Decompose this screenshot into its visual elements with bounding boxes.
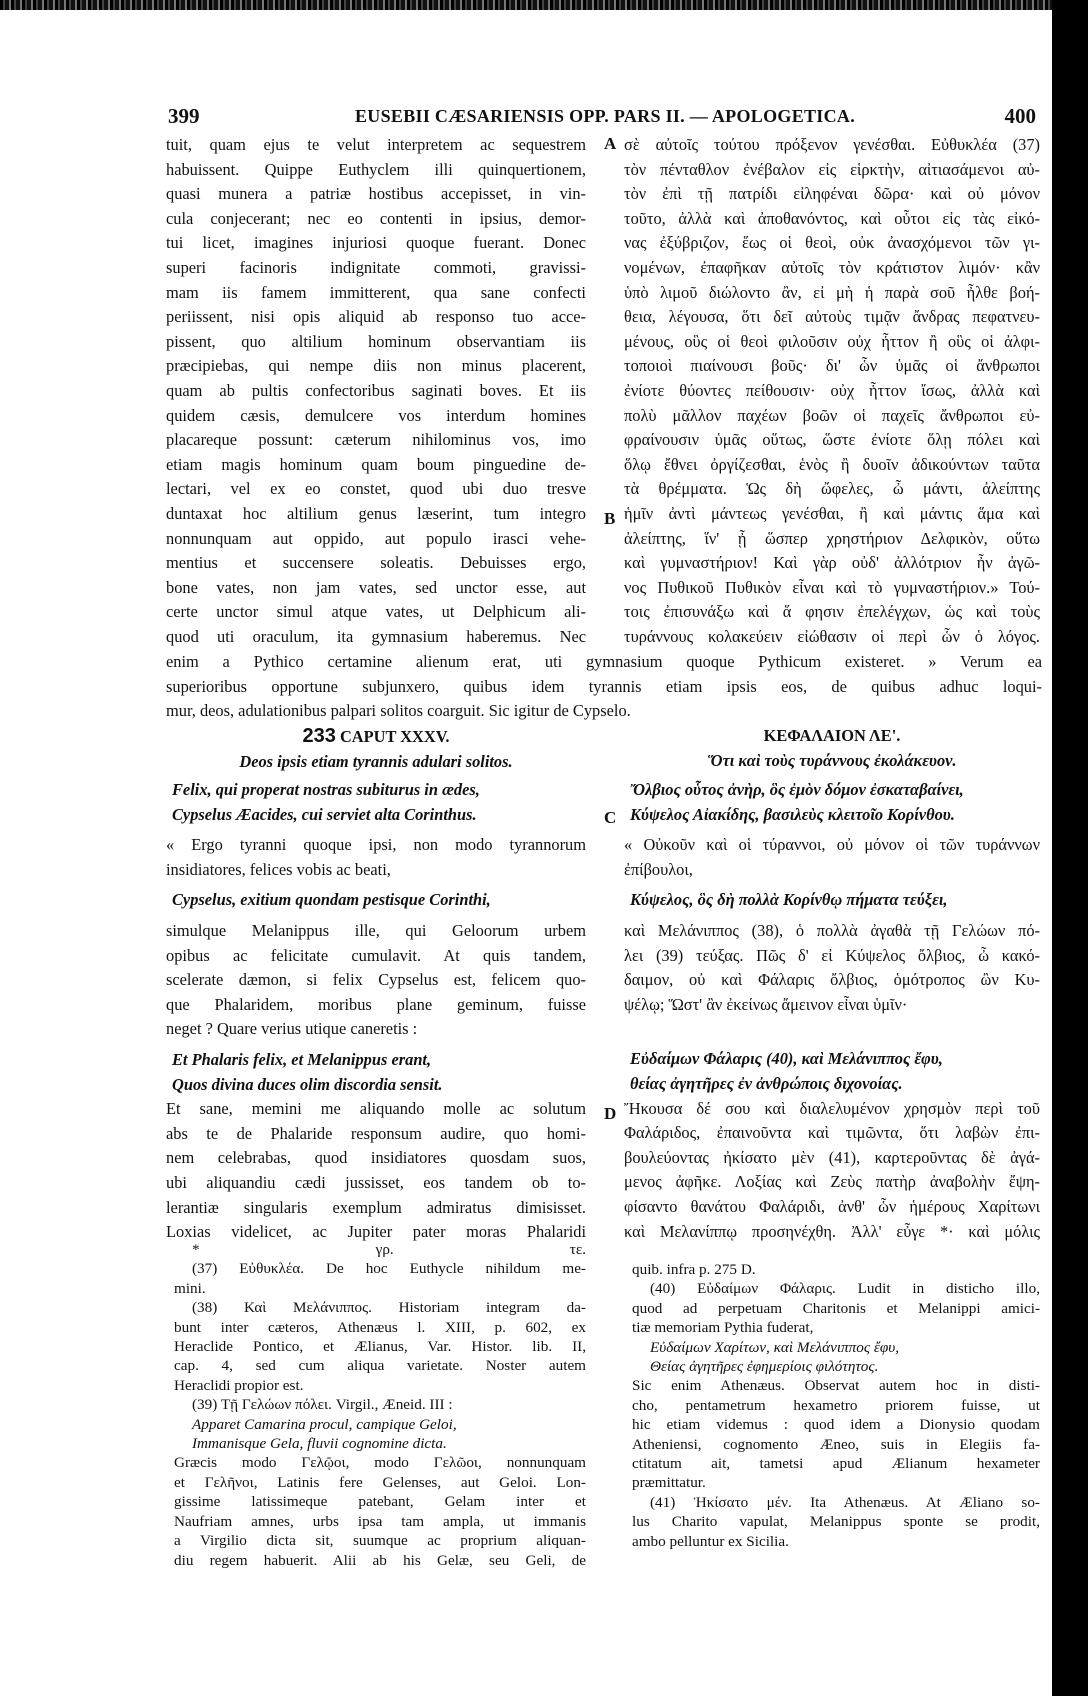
latin-text-line: quam ab pultis confectoribus saginati boves. Et iis [166, 380, 586, 400]
greek-column-top [624, 133, 1040, 649]
greek-text-line: ἐπίβουλοι, [624, 859, 693, 879]
footnote-line: ambo pelluntur ex Sicilia. [632, 1532, 789, 1550]
greek-text-line: τυράννους κολακεύειν εἰώθασιν οἱ περὶ ὧν ὁ λόγος. [624, 626, 1040, 646]
greek-text-line: Κύψελος Αἰακίδης, βασιλεὺς κλειτοῖο Κορίνθου. [630, 804, 955, 824]
greek-text-line: ἡμῖν ἀντὶ μάντεως γενέσθαι, ἢ καὶ μάντις ἅμα καὶ [624, 503, 1040, 523]
greek-text-line: τοις ἐπισυνάξω καὶ ἅ φησιν ἐπελέγχων, ὡς καὶ τοὺς [624, 602, 1040, 622]
greek-text-line: « Οὐκοῦν καὶ οἱ τύραννοι, οὐ μόνον οἱ τῶν τυράννων [624, 835, 1040, 855]
page-number-left: 399 [168, 104, 200, 128]
greek-text-line: Ἤκουσα δέ σου καὶ διαλελυμένον χρησμὸν περὶ τοῦ [624, 1098, 1040, 1118]
latin-text-line: Et Phalaris felix, et Melanippus erant, [172, 1049, 432, 1069]
footnote-line: bunt inter cæteros, Athenæus l. XIII, p. 602, ex [174, 1318, 586, 1336]
running-header [166, 104, 1044, 132]
latin-text-line: Et sane, memini me aliquando molle ac solutum [166, 1099, 586, 1119]
latin-text-line: Loxias videlicet, ac Jupiter pater moras Phalaridi [166, 1222, 586, 1242]
latin-text-line: simulque Melanippus ille, qui Geloorum urbem [166, 920, 586, 940]
running-title: EUSEBII CÆSARIENSIS OPP. PARS II. — APOLOGETICA. [354, 106, 856, 126]
greek-text-line: φίσαντο θανάτου Φαλάριδι, ἀνθ' ὧν ἡμέρους Χαρίτωνι [624, 1196, 1040, 1216]
footnote-line: cho, pentametrum hexametro priorem fuisse, ut [632, 1396, 1040, 1414]
footnote-line: Græcis modo Γελῷοι, modo Γελῶοι, nonnunquam [174, 1454, 586, 1472]
greek-text-line: τὰ θρέμματα. Ὡς δὴ ὤφελες, ὦ μάντι, ἀλείπτης [624, 479, 1040, 499]
footnote-line: Sic enim Athenæus. Observat autem hoc in disti- [632, 1377, 1040, 1395]
footnote-line: diu regem habuerit. Alii ab his Gelæ, seu Geli, de [174, 1551, 586, 1569]
latin-text-line: etiam magis hominum quam boum pinguedine de- [166, 454, 586, 474]
latin-text-line: præcipiebas, qui nempe diis non minus placerent, [166, 356, 586, 376]
greek-column-lower [624, 778, 1040, 1244]
greek-text-line: Φαλάριδος, ἐπαινοῦντα καὶ τιμῶντα, ὅτι λαβὼν ἐπι- [624, 1123, 1040, 1143]
greek-text-line: καὶ γυμναστήριον! Καὶ γὰρ οὐδ' ἀλλότριον ἦν ἀγῶ- [624, 553, 1040, 573]
footnote-line: gissime latissimeque patebant, Gelam inter et [174, 1493, 586, 1511]
latin-text-line: lerantiæ singularis exemplum admiratus dimisisset. [166, 1197, 586, 1217]
greek-text-line: ἀλείπτης, ἵν' ᾖ ὥσπερ χρηστήριον Δελφικὸν, οὕτω [624, 528, 1040, 548]
greek-text-line: Κύψελος, ὃς δὴ πολλὰ Κορίνθῳ πήματα τεύξει, [630, 890, 948, 910]
latin-text-line: lectari, vel ex eo constet, quod ubi duo tresve [166, 479, 586, 499]
footnote-line: (38) Καὶ Μελάνιππος. Historiam integram da- [192, 1299, 586, 1317]
footnote-line: Immanisque Gela, fluvii cognomine dicta. [192, 1435, 447, 1453]
greek-text-line: φραίνουσιν ὑμᾶς οὕτως, ὥστε ἐνίοτε ὅλῃ πόλει καὶ [624, 430, 1040, 450]
chapter-title-greek: ΚΕΦΑΛΑΙΟΝ ΛΕ'. [763, 726, 901, 745]
latin-text-line: bone vates, non jam vates, sed unctor esse, aut [166, 577, 586, 597]
greek-text-line: νας ἐξύβριζον, ἕως οἱ θεοὶ, οὐκ ἀνασχόμενοι τῶν γι- [624, 233, 1040, 253]
greek-text-line: σὲ αὐτοῖς τούτου πρόξενον γενέσθαι. Εὐθυκλέα (37) [624, 135, 1040, 154]
footnote-line: mini. [174, 1279, 206, 1297]
chapter-heading-greek [624, 724, 1040, 773]
chapter-subtitle-greek: Ὅτι καὶ τοὺς τυράννους ἐκολάκευον. [707, 750, 957, 770]
latin-text-line: periissent, nisi opis aliquid ab responso tuo acce- [166, 307, 586, 327]
latin-text-line: certe unctor simul atque vates, ut Delphicum ali- [166, 602, 586, 622]
latin-text-line: tuit, quam ejus te velut interpretem ac sequestrem [166, 135, 586, 154]
latin-text-line: opibus ac felicitate cumulavit. At quis tandem, [166, 945, 586, 965]
latin-text-line: Felix, qui properat nostras subiturus in ædes, [172, 780, 480, 799]
greek-text-line: δαιμον, οὐ καὶ Φάλαρις ὄλβιος, ὁμότροπος ὢν Κυ- [624, 970, 1040, 990]
footnote-line: * γρ. τε. [192, 1241, 586, 1258]
footnote-line: quod ad perpetuam Charitonis et Melanippi amici- [632, 1299, 1040, 1317]
latin-text-line: cula conjecerant; nec eo contenti in ipsius, demor- [166, 208, 586, 228]
full-width-line: superioribus opportune subjunxero, quibus idem tyrannis etiam ipsis eos, de quibus adhuc loqui- [166, 676, 1042, 696]
latin-text-line: abs te de Phalaride responsum audire, quo homi- [166, 1123, 586, 1143]
latin-text-line: neget ? Quare verius utique caneretis : [166, 1019, 418, 1039]
full-width-text [166, 650, 1042, 724]
footnote-line: (39) Τῇ Γελώων πόλει. Virgil., Æneid. III : [192, 1396, 453, 1414]
latin-text-line: que Phalaridem, moribus plane geminum, fuisse [166, 994, 586, 1014]
page-number-right: 400 [1004, 104, 1036, 128]
latin-text-line: pissent, quo altilium hominum observantiam iis [166, 331, 586, 351]
footnote-line: tiæ memoriam Pythia fuderat, [632, 1319, 814, 1337]
latin-text-line: superi facinoris indignitate commoti, gravissi- [166, 257, 586, 277]
greek-text-line: βουλεύοντας ἠκίσατο μὲν (41), καρτεροῦντας δὲ ἀγά- [624, 1147, 1040, 1167]
greek-text-line: πολὺ μᾶλλον παχέων βοῶν οἱ παχεῖς ἄνθρωποι εὐ- [624, 405, 1040, 425]
latin-text-line: insidiatores, felices vobis ac beati, [166, 859, 391, 879]
latin-text-line: tui licet, imagines injuriosi quoque fuerant. Donec [166, 233, 586, 253]
footnote-line: Heraclidi propior est. [174, 1376, 304, 1394]
footnote-line: Εὐδαίμων Χαρίτων, καὶ Μελάνιππος ἔφυ, [650, 1338, 899, 1356]
greek-text-line: μενος ἀφῆκε. Λοξίας καὶ Ζεὺς πατὴρ ἀναβολὴν ἔψη- [624, 1172, 1040, 1192]
latin-column-top [166, 133, 586, 649]
latin-text-line: scelerate dæmon, si felix Cypselus est, felicem quo- [166, 970, 586, 990]
greek-text-line: Ὄλβιος οὗτος ἀνὴρ, ὃς ἐμὸν δόμον ἐσκαταβαίνει, [630, 780, 964, 799]
latin-text-line: quod uti oraculum, ita gymnasium haberemus. Nec [166, 626, 586, 646]
margin-letter-c: C [604, 808, 617, 827]
footnotes-right [632, 1260, 1040, 1551]
footnote-line: (41) Ἠκίσατο μέν. Ita Athenæus. At Æliano so- [650, 1493, 1040, 1511]
footnote-line: a Virgilio dicta sit, suumque ac proprium aliquan- [174, 1532, 586, 1550]
latin-text-line: Cypselus Æacides, cui serviet alta Corinthus. [172, 804, 477, 824]
scan-edge-top [0, 0, 1088, 10]
latin-text-line: ubi aliquandiu cædi jussisset, eos tandem ob to- [166, 1172, 586, 1192]
margin-letter-d: D [604, 1104, 617, 1123]
greek-text-line: μένους, οὓς οἱ θεοὶ φιλοῦσιν οὐχ ἧττον ἢ οὓς οἱ ἀλφι- [624, 331, 1040, 351]
greek-text-line: ἐνίοτε θύοντες πείθουσιν· οὐχ ἧττον ἴσως, ἀλλὰ καὶ [624, 380, 1040, 400]
margin-letter-b: B [604, 509, 616, 528]
margin-letter-a: A [604, 134, 617, 153]
latin-text-line: nonnunquam aut oppido, aut populo irasci vehe- [166, 528, 586, 548]
latin-text-line: « Ergo tyranni quoque ipsi, non modo tyrannorum [166, 835, 586, 855]
greek-text-line: ὅλῳ ἔθνει ὀργίζεσθαι, ἑνὸς ἢ δυοῖν ἀδικούντων ταῦτα [624, 454, 1040, 474]
footnote-line: lus Charito vapulat, Melanippus sponte se prodit, [632, 1513, 1040, 1531]
latin-text-line: Quos divina duces olim discordia sensit. [172, 1074, 443, 1094]
footnote-line: ctitatum ait, tametsi apud Ælianum hexameter [632, 1455, 1040, 1473]
latin-text-line: Cypselus, exitium quondam pestisque Corinthi, [172, 890, 491, 910]
footnote-line: cap. 4, sed cum aliqua varietate. Noster autem [174, 1357, 586, 1375]
greek-text-line: ψέλῳ; Ὥστ' ἂν ἐκείνως ἄμεινον εἶναι ὑμῖν· [624, 994, 908, 1014]
scan-edge-right [1052, 0, 1088, 1696]
greek-text-line: καὶ Μελανίππῳ προσηνέχθη. Ἀλλ' εὖγε *· καὶ μόλις [624, 1221, 1040, 1241]
latin-text-line: mentius et succensere soleatis. Debuisses ergo, [166, 553, 586, 573]
greek-text-line: νομένων, ἐπαφῆκαν αὐτοῖς τὸν κράτιστον λιμόν· κἂν [624, 257, 1040, 277]
full-width-line: enim a Pythico certamine alienum erat, uti gymnasium quoque Pythicum existeret. » Verum ea [166, 652, 1042, 671]
latin-text-line: nem celebrabas, quod insidiatores quosdam suos, [166, 1148, 586, 1168]
footnote-line: (40) Εὐδαίμων Φάλαρις. Ludit in disticho illo, [650, 1280, 1040, 1298]
chapter-subtitle-latin: Deos ipsis etiam tyrannis adulari solitos. [239, 751, 513, 771]
latin-column-lower [166, 778, 586, 1245]
greek-text-line: τοποιοὶ πιαίνουσι βοῦς· δι' ὧν ὑμᾶς οἱ ἄνθρωποι [624, 356, 1040, 376]
latin-text-line: placareque possunt: cæterum nihilominus vos, imo [166, 430, 586, 450]
greek-text-line: τὸν πένταθλον ἐνέβαλον εἰς εἱρκτὴν, αἰτιασάμενοι αὐ- [624, 159, 1040, 179]
latin-text-line: quasi munera a patriæ hostibus accepisset, in vin- [166, 184, 586, 204]
greek-text-line: λει (39) τεύξας. Πῶς δ' εἰ Κύψελος ὄλβιος, ὦ κακό- [624, 945, 1040, 965]
latin-text-line: duntaxat hoc altilium genus læserint, tum integro [166, 503, 586, 523]
chapter-page-number: 233 [302, 725, 336, 747]
chapter-heading-latin [166, 724, 586, 774]
footnote-line: Naufriam amnes, urbs ipsa tam ampla, ut immanis [174, 1512, 586, 1530]
greek-text-line: νος Πυθικοῦ Πυθικὸν εἶναι καὶ τὸ γυμναστήριον.» Τού- [624, 577, 1040, 597]
footnote-line: quib. infra p. 275 D. [632, 1261, 756, 1278]
greek-text-line: καὶ Μελάνιππος (38), ὁ πολλὰ ἀγαθὰ τῇ Γελώων πό- [624, 920, 1040, 940]
greek-text-line: θείας ἀγητῆρες ἐν ἀνθρώποις διχονοίας. [630, 1073, 903, 1093]
footnote-line: (37) Εὐθυκλέα. De hoc Euthycle nihildum me- [192, 1260, 586, 1278]
footnote-line: et Γελῆνοι, Latinis fere Gelenses, aut Geloi. Lon- [174, 1473, 586, 1491]
footnote-line: præmittatur. [632, 1474, 706, 1492]
greek-text-line: Εὐδαίμων Φάλαρις (40), καὶ Μελάνιππος ἔφυ, [630, 1049, 943, 1069]
latin-text-line: quidem cæsis, demulcere vos interdum homines [166, 405, 586, 425]
greek-text-line: τοῦτο, ἀλλὰ καὶ ἀποθανόντος, καὶ οὗτοι εἰς τὰς εἰκό- [624, 208, 1040, 228]
footnote-line: Atheniensi, cognomento Æneo, suis in Elegiis fa- [632, 1435, 1040, 1453]
footnote-line: hic etiam videmus : quod idem a Dionysio quodam [632, 1416, 1040, 1434]
footnote-line: Θείας ἀγητῆρες ἐφημερίοις φιλότητος. [650, 1358, 879, 1376]
full-width-line: mur, deos, adulationibus palpari solitos coarguit. Sic igitur de Cypselo. [166, 701, 631, 721]
greek-text-line: ὑπὸ λιμοῦ διώλοντο ἂν, εἰ μὴ ἡ παρὰ σοῦ ἦλθε βοή- [624, 282, 1040, 302]
greek-text-line: τὸν ἐπὶ τῇ πατρίδι εἰληφέναι δῶρα· καὶ οὐ μόνον [624, 184, 1040, 204]
greek-text-line: θεια, λέγουσα, ὅτι δεῖ αὐτοὺς τιμᾷν ἄνδρας πεφατνευ- [624, 307, 1040, 327]
latin-text-line: habuissent. Quippe Euthyclem illi quinquertionem, [166, 159, 586, 179]
latin-text-line: mam iis famem immitterent, qua sane confecti [166, 282, 586, 302]
chapter-title-latin: CAPUT XXXV. [339, 727, 450, 746]
footnote-line: Apparet Camarina procul, campique Geloi, [192, 1415, 457, 1433]
footnotes-left [174, 1240, 586, 1570]
footnote-line: Heraclide Pontico, et Ælianus, Var. Histor. lib. II, [174, 1338, 586, 1356]
